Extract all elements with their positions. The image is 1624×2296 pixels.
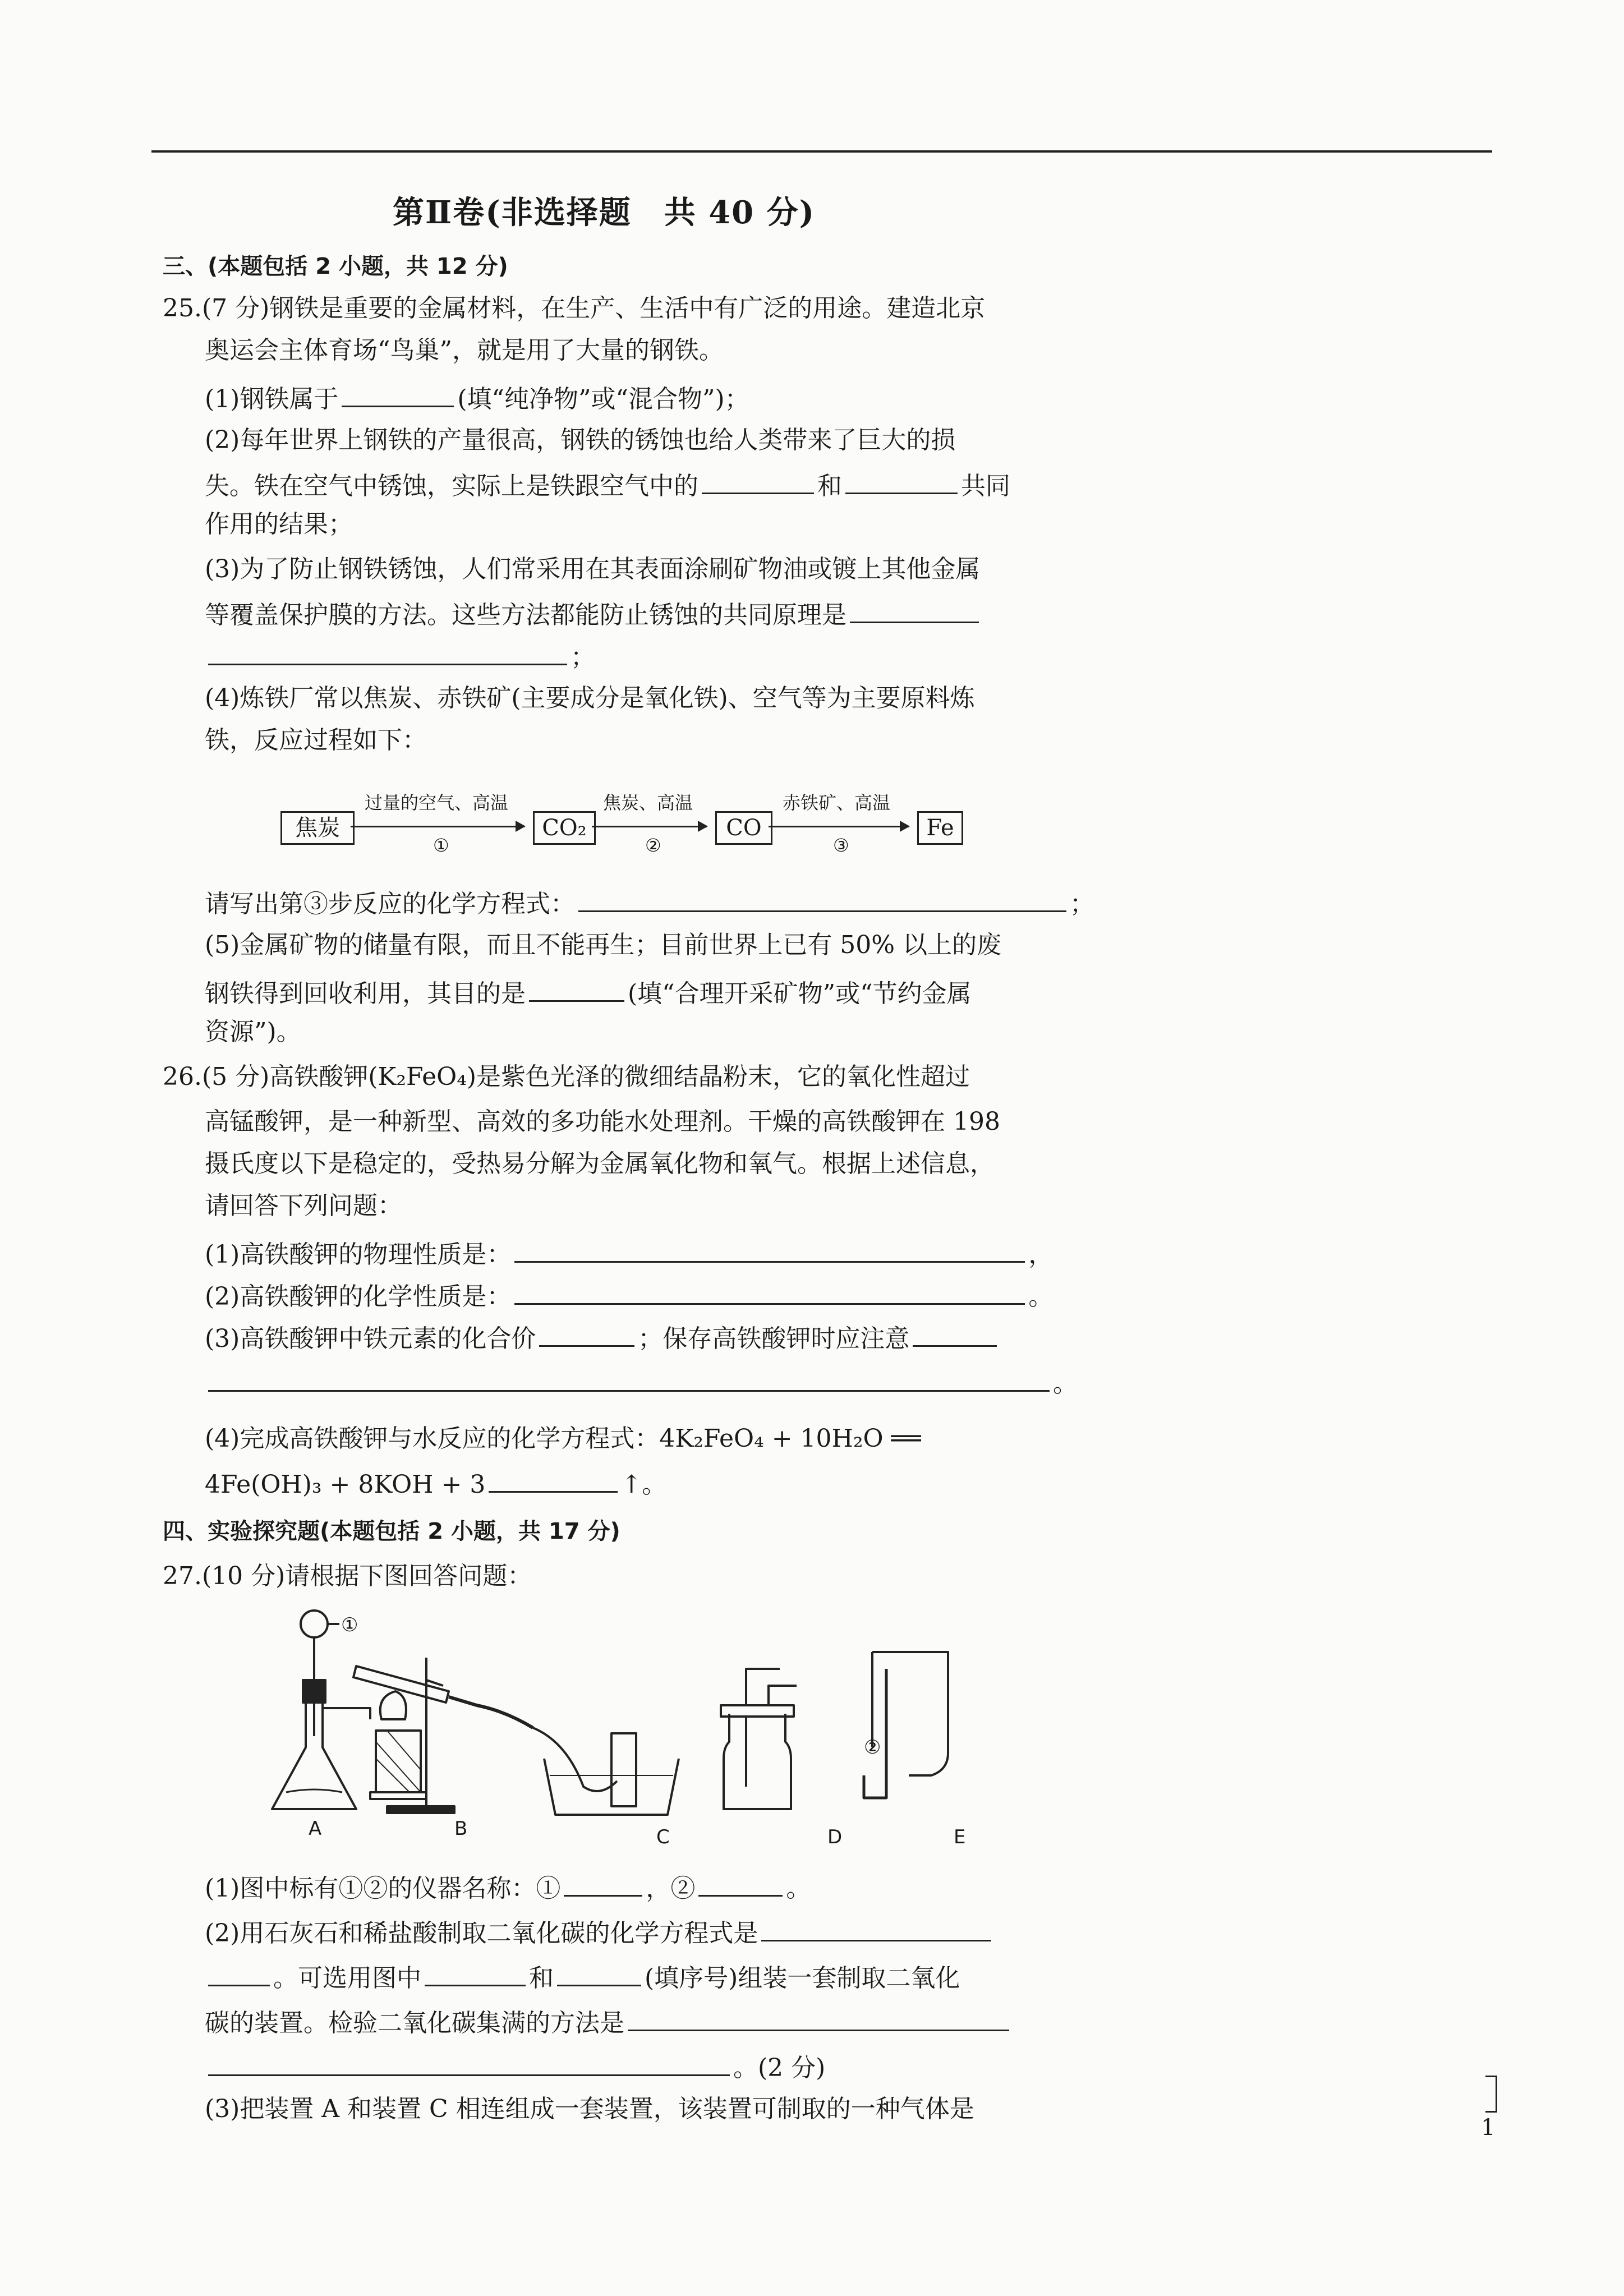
marker-1: ① [341,1614,358,1636]
q25-part-2-line-2: 失。铁在空气中锈蚀，实际上是铁跟空气中的 和 共同 [205,466,1010,503]
q25-part-3-line-3: ； [205,637,595,674]
answer-blank[interactable] [564,1868,642,1897]
q27-part-2-line-3: 碳的装置。检验二氧化碳集满的方法是 [205,2003,1013,2040]
flow-arrow-1 [351,826,525,827]
answer-blank[interactable] [913,1318,997,1347]
answer-blank[interactable] [539,1318,634,1347]
q26-intro-2: 高锰酸钾，是一种新型、高效的多功能水处理剂。干燥的高铁酸钾在 198 [205,1107,1000,1136]
apparatus-label-b: B [454,1818,468,1840]
apparatus-b-heated-test-tube [353,1658,533,1813]
q25-part-5-line-1: (5)金属矿物的储量有限，而且不能再生；目前世界上已有 50% 以上的废 [205,931,1002,959]
q26-part-2: (2)高铁酸钾的化学性质是： 。 [205,1276,1053,1314]
marker-2: ② [864,1736,881,1759]
q27-part-3: (3)把装置 A 和装置 C 相连组成一套装置，该装置可制取的一种气体是 [205,2095,974,2123]
q25-part-2-line-1: (2)每年世界上钢铁的产量很高，钢铁的锈蚀也给人类带来了巨大的损 [205,426,956,454]
apparatus-c-water-trough [533,1728,679,1815]
q25-part-1: (1)钢铁属于 (填“纯净物”或“混合物”)； [205,379,749,416]
section-heading-4: 四、实验探究题(本题包括 2 小题，共 17 分) [163,1519,620,1544]
q25-part-5-line-2: 钢铁得到回收利用，其目的是 (填“合理开采矿物”或“节约金属 [205,973,972,1011]
answer-blank[interactable] [850,595,979,623]
answer-blank[interactable] [845,466,958,494]
ironmaking-flow-diagram [280,792,976,869]
flow-arrow-1-label: 过量的空气、高温 [365,792,509,813]
apparatus-label-d: D [827,1826,843,1848]
answer-blank[interactable] [342,379,454,407]
answer-blank[interactable] [761,1913,991,1941]
flow-arrow-2-label: 焦炭、高温 [603,792,693,813]
q25-part-4-line-1: (4)炼铁厂常以焦炭、赤铁矿(主要成分是氧化铁)、空气等为主要原料炼 [205,684,975,712]
apparatus-label-e: E [954,1826,966,1848]
answer-blank[interactable] [698,1868,783,1897]
q26-part-4-line-2: 4Fe(OH)₃ + 8KOH + 3 ↑。 [205,1464,666,1502]
flow-box-coke: 焦炭 [280,811,355,845]
flow-step-1: ① [433,835,449,856]
answer-blank[interactable] [702,466,814,494]
q27-part-2-line-4: 。(2 分) [205,2047,825,2085]
q27-part-2-line-1: (2)用石灰石和稀盐酸制取二氧化碳的化学方程式是 [205,1913,995,1950]
q25-part-3-line-2: 等覆盖保护膜的方法。这些方法都能防止锈蚀的共同原理是 [205,595,982,632]
flow-box-co: CO [715,811,772,845]
q25-part-3-line-1: (3)为了防止钢铁锈蚀，人们常采用在其表面涂刷矿物油或镀上其他金属 [205,555,981,583]
q25-part-4-line-3: 请写出第③步反应的化学方程式： ； [205,884,1094,921]
flow-box-co2: CO₂ [533,811,596,845]
q26-part-4-line-1: (4)完成高铁酸钾与水反应的化学方程式：4K₂FeO₄ + 10H₂O ══ [205,1424,921,1453]
lab-apparatus-figure [241,1607,1049,1848]
flow-arrow-3-label: 赤铁矿、高温 [783,792,891,813]
apparatus-label-c: C [656,1826,670,1848]
answer-blank[interactable] [628,2003,1009,2031]
answer-blank[interactable] [529,973,624,1002]
q27-part-2-line-2: 。可选用图中 和 (填序号)组装一套制取二氧化 [205,1958,960,1995]
answer-blank[interactable] [425,1958,526,1986]
q26-intro-3: 摄氏度以下是稳定的，受热易分解为金属氧化物和氧气。根据上述信息， [205,1149,995,1178]
q27-part-1: (1)图中标有①②的仪器名称：① ，② 。 [205,1868,811,1906]
page-number: 1 [1481,2115,1496,2141]
page-bracket [1485,2076,1497,2113]
answer-blank[interactable] [514,1234,1025,1263]
apparatus-d-gas-bottle [721,1669,797,1809]
q25-part-5-line-3: 资源”)。 [205,1018,301,1046]
page-title: 第Ⅱ卷(非选择题 共 40 分) [393,194,816,231]
apparatus-a-flask-with-funnel [272,1611,370,1809]
q25-part-4-line-2: 铁，反应过程如下： [205,726,427,754]
section-heading-3: 三、(本题包括 2 小题，共 12 分) [163,254,508,279]
answer-blank[interactable] [489,1464,618,1493]
answer-blank[interactable] [208,2047,730,2076]
apparatus-label-a: A [309,1818,322,1840]
q25-intro-1: 25.(7 分)钢铁是重要的金属材料，在生产、生活中有广泛的用途。建造北京 [163,294,986,323]
apparatus-e-inverted-jar [864,1652,948,1798]
flow-box-fe: Fe [917,811,963,845]
flow-arrow-3 [769,826,909,827]
answer-blank[interactable] [208,1363,1050,1392]
answer-blank[interactable] [208,1958,270,1986]
flow-step-3: ③ [833,835,849,856]
answer-blank[interactable] [208,637,567,665]
q26-intro-1: 26.(5 分)高铁酸钾(K₂FeO₄)是紫色光泽的微细结晶粉末，它的氧化性超过 [163,1062,970,1091]
q27-intro: 27.(10 分)请根据下图回答问题： [163,1562,532,1590]
q26-part-3-line-2: 。 [205,1363,1078,1401]
q26-intro-4: 请回答下列问题： [205,1191,402,1220]
q25-part-2-line-3: 作用的结果； [205,510,353,539]
q25-intro-2: 奥运会主体育场“鸟巢”，就是用了大量的钢铁。 [205,336,724,365]
q26-part-1: (1)高铁酸钾的物理性质是： ， [205,1234,1053,1272]
answer-blank[interactable] [514,1276,1025,1305]
q26-part-3-line-1: (3)高铁酸钾中铁元素的化合价 ；保存高铁酸钾时应注意 [205,1318,1000,1356]
flow-step-2: ② [645,835,661,856]
answer-blank[interactable] [557,1958,641,1986]
flow-arrow-2 [592,826,707,827]
answer-blank[interactable] [578,884,1066,912]
